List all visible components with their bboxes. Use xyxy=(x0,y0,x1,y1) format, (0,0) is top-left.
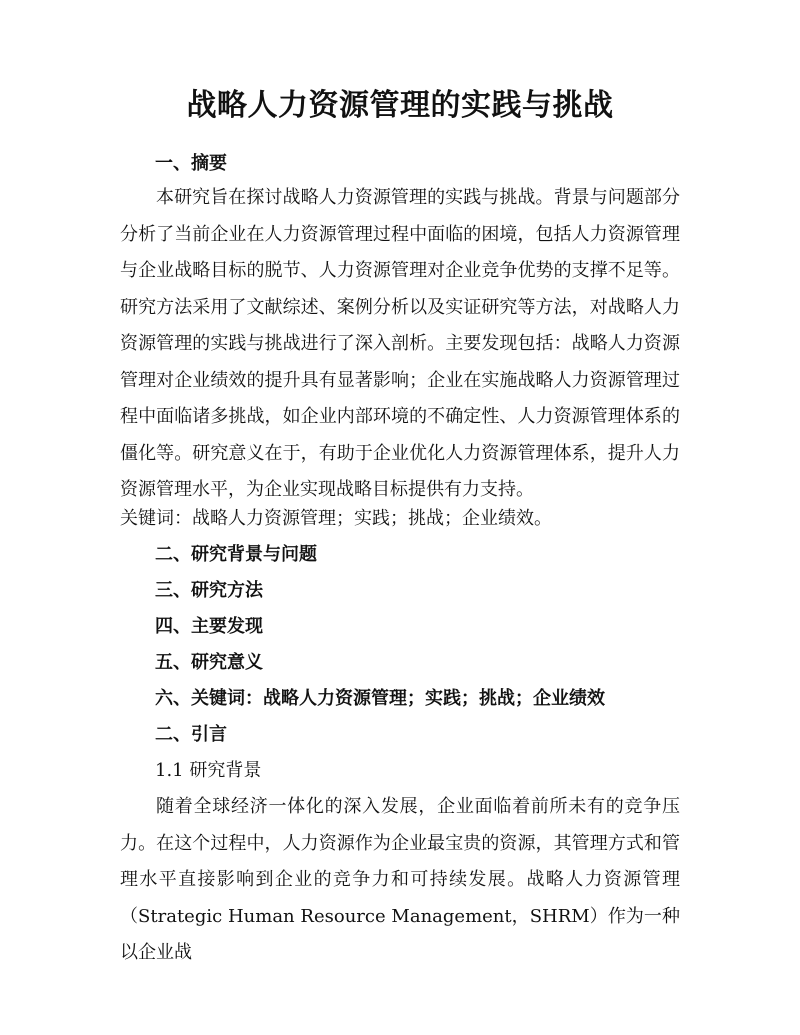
section-heading-significance: 五、研究意义 xyxy=(155,652,263,673)
section-heading-method: 三、研究方法 xyxy=(155,580,263,601)
intro-paragraph: 随着全球经济一体化的深入发展，企业面临着前所未有的竞争压力。在这个过程中，人力资源作为企业最宝贵的资源，其管理方式和管理水平直接影响到企业的竞争力和可持续发展。战略人力资源管理（Strategic Human Resource Management，SHRM）作为一种以企业战 xyxy=(120,796,680,963)
section-heading-keywords: 六、关键词：战略人力资源管理；实践；挑战；企业绩效 xyxy=(155,688,605,709)
section-heading-abstract: 一、摘要 xyxy=(155,153,227,174)
section-heading-background: 二、研究背景与问题 xyxy=(155,544,317,565)
abstract-paragraph: 本研究旨在探讨战略人力资源管理的实践与挑战。背景与问题部分分析了当前企业在人力资源管理过程中面临的困境，包括人力资源管理与企业战略目标的脱节、人力资源管理对企业竞争优势的支撑不足等。研究方法采用了文献综述、案例分析以及实证研究等方法，对战略人力资源管理的实践与挑战进行了深入剖析。主要发现包括：战略人力资源管理对企业绩效的提升具有显著影响；企业在实施战略人力资源管理过程中面临诸多挑战，如企业内部环境的不确定性、人力资源管理体系的僵化等。研究意义在于，有助于企业优化人力资源管理体系，提升人力资源管理水平，为企业实现战略目标提供有力支持。 xyxy=(120,187,680,500)
section-heading-findings: 四、主要发现 xyxy=(155,616,263,637)
section-heading-intro: 二、引言 xyxy=(155,724,227,745)
subsection-heading-background: 1.1 研究背景 xyxy=(155,760,262,781)
keywords-line: 关键词：战略人力资源管理；实践；挑战；企业绩效。 xyxy=(120,508,552,529)
page-title: 战略人力资源管理的实践与挑战 xyxy=(186,88,614,123)
